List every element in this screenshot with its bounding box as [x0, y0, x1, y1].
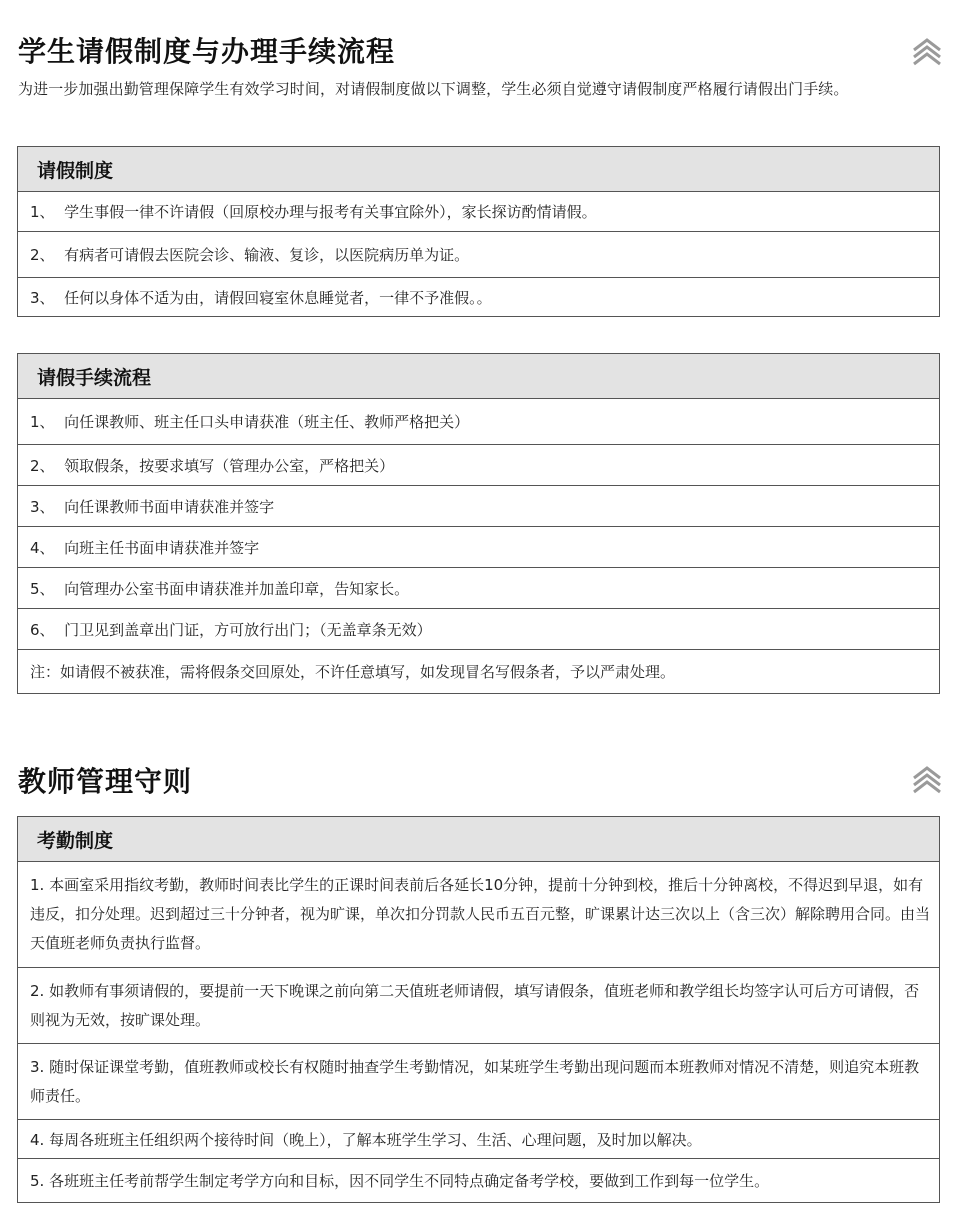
list-item: [18, 399, 939, 445]
item-text: 向任课教师书面申请获准并签字: [64, 497, 275, 516]
chevrons-up-icon[interactable]: [910, 36, 944, 66]
item-text: 学生事假一律不许请假（回原校办理与报考有关事宜除外），家长探访酌情请假。: [64, 203, 597, 221]
list-item: [18, 968, 939, 1044]
item-text: 有病者可请假去医院会诊、输液、复诊，以医院病历单为证。: [64, 246, 470, 264]
item-number: 5、: [30, 579, 65, 598]
item-text: 4. 每周各班班主任组织两个接待时间（晚上），了解本班学生学习、生活、心理问题，及时加以解决。: [30, 1130, 702, 1149]
leave-process-box: [17, 353, 940, 694]
item-text: 向管理办公室书面申请获准并加盖印章，告知家长。: [64, 579, 410, 598]
item-number: 6、: [30, 620, 65, 639]
list-item: [18, 862, 939, 968]
item-text: 3. 随时保证课堂考勤，值班教师或校长有权随时抽查学生考勤情况，如某班学生考勤出现问题而本班教师对情况不清楚，则追究本班教师责任。: [30, 1058, 920, 1105]
attendance-heading: 考勤制度: [18, 817, 939, 862]
list-item: [18, 527, 939, 568]
list-item: [18, 1159, 939, 1202]
leave-process-heading: 请假手续流程: [18, 354, 939, 399]
item-text: 1. 本画室采用指纹考勤，教师时间表比学生的正课时间表前后各延长10分钟，提前十分钟到校，推后十分钟离校，不得迟到早退，如有违反，扣分处理。迟到超过三十分钟者，视为旷课，单次扣分罚款人民币五百元整，旷课累计达三次以上（含三次）解除聘用合同。由当天值班老师负责执行监督。: [30, 876, 931, 952]
item-text: 门卫见到盖章出门证，方可放行出门；（无盖章条无效）: [64, 620, 432, 639]
list-item: [18, 278, 939, 316]
list-item: [18, 232, 939, 278]
item-number: 1、: [30, 413, 65, 431]
list-item: [18, 192, 939, 232]
item-number: 1、: [30, 203, 65, 221]
note-text: 注：如请假不被获准，需将假条交回原处，不许任意填写，如发现冒名写假条者，予以严肃处理。: [30, 663, 676, 681]
chevrons-up-icon[interactable]: [910, 764, 944, 794]
intro-text: 为进一步加强出勤管理保障学生有效学习时间，对请假制度做以下调整，学生必须自觉遵守请假制度严格履行请假出门手续。: [18, 80, 849, 98]
item-number: 3、: [30, 497, 65, 516]
note-row: [18, 650, 939, 693]
list-item: [18, 1120, 939, 1159]
list-item: [18, 486, 939, 527]
item-text: 2. 如教师有事须请假的，要提前一天下晚课之前向第二天值班老师请假，填写请假条，值班老师和教学组长均签字认可后方可请假，否则视为无效，按旷课处理。: [30, 982, 920, 1029]
list-item: [18, 1044, 939, 1120]
item-number: 4、: [30, 538, 65, 557]
item-number: 2、: [30, 246, 65, 264]
section-title-student-leave: 学生请假制度与办理手续流程: [18, 35, 396, 68]
list-item: [18, 445, 939, 486]
item-text: 向班主任书面申请获准并签字: [64, 538, 260, 557]
list-item: [18, 568, 939, 609]
item-text: 任何以身体不适为由，请假回寝室休息睡觉者，一律不予准假。。: [64, 288, 492, 307]
item-number: 2、: [30, 456, 65, 475]
item-text: 领取假条，按要求填写（管理办公室，严格把关）: [64, 456, 395, 475]
leave-policy-box: [17, 146, 940, 317]
section-title-teacher-rules: 教师管理守则: [18, 765, 193, 798]
item-number: 3、: [30, 288, 65, 307]
attendance-box: [17, 816, 940, 1203]
leave-policy-heading: 请假制度: [18, 147, 939, 192]
item-text: 5. 各班班主任考前帮学生制定考学方向和目标，因不同学生不同特点确定备考学校，要做到工作到每一位学生。: [30, 1172, 770, 1190]
list-item: [18, 609, 939, 650]
item-text: 向任课教师、班主任口头申请获准（班主任、教师严格把关）: [64, 413, 470, 431]
